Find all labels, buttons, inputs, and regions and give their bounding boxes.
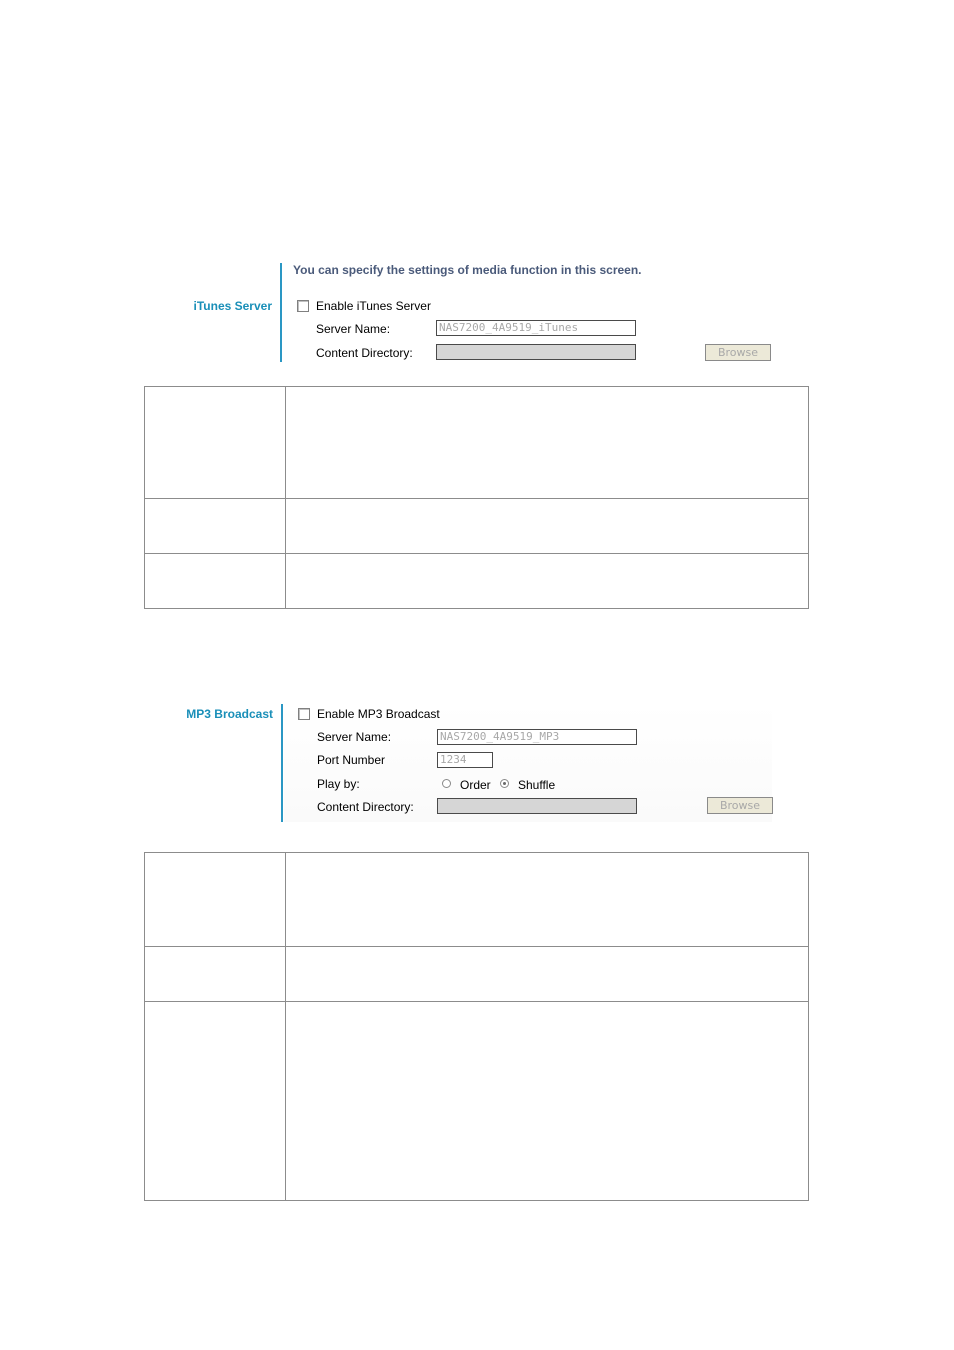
- mp3-divider: [281, 704, 283, 822]
- table-row: [145, 387, 809, 499]
- table-cell-description: [286, 387, 809, 499]
- table-cell-description: [286, 499, 809, 554]
- itunes-server-name-input[interactable]: NAS7200_4A9519_iTunes: [436, 320, 636, 336]
- itunes-content-dir-label: Content Directory:: [316, 346, 413, 360]
- itunes-enable-checkbox[interactable]: [297, 300, 309, 312]
- table-cell-term: [145, 947, 286, 1002]
- mp3-server-name-input[interactable]: NAS7200_4A9519_MP3: [437, 729, 637, 745]
- table-cell-description: [286, 554, 809, 609]
- mp3-play-order-radio[interactable]: [442, 779, 451, 788]
- table-row: [145, 853, 809, 947]
- mp3-browse-button[interactable]: Browse: [707, 797, 773, 814]
- mp3-play-shuffle-radio[interactable]: [500, 779, 509, 788]
- itunes-browse-button[interactable]: Browse: [705, 344, 771, 361]
- table-cell-term: [145, 853, 286, 947]
- mp3-content-dir-label: Content Directory:: [317, 800, 414, 814]
- mp3-enable-label: Enable MP3 Broadcast: [317, 707, 440, 721]
- mp3-content-dir-input[interactable]: [437, 798, 637, 814]
- itunes-description-table: [144, 386, 809, 609]
- itunes-content-dir-input[interactable]: [436, 344, 636, 360]
- table-cell-term: [145, 1002, 286, 1201]
- page-intro-text: You can specify the settings of media function in this screen.: [293, 263, 642, 277]
- itunes-section-label: iTunes Server: [193, 299, 272, 313]
- itunes-server-name-label: Server Name:: [316, 322, 391, 336]
- table-cell-term: [145, 387, 286, 499]
- table-row: [145, 554, 809, 609]
- table-row: [145, 1002, 809, 1201]
- table-row: [145, 499, 809, 554]
- mp3-enable-checkbox[interactable]: [298, 708, 310, 720]
- table-cell-term: [145, 554, 286, 609]
- mp3-description-table: [144, 852, 809, 1201]
- table-row: [145, 947, 809, 1002]
- mp3-play-by-label: Play by:: [317, 777, 360, 791]
- mp3-section-label: MP3 Broadcast: [186, 707, 273, 721]
- itunes-divider: [280, 263, 282, 362]
- mp3-play-order-label: Order: [460, 778, 491, 792]
- mp3-server-name-label: Server Name:: [317, 730, 392, 744]
- table-cell-description: [286, 947, 809, 1002]
- mp3-port-label: Port Number: [317, 753, 386, 767]
- mp3-port-input[interactable]: 1234: [437, 752, 493, 768]
- itunes-enable-label: Enable iTunes Server: [316, 299, 431, 313]
- table-cell-description: [286, 853, 809, 947]
- table-cell-term: [145, 499, 286, 554]
- mp3-play-shuffle-label: Shuffle: [518, 778, 556, 792]
- table-cell-description: [286, 1002, 809, 1201]
